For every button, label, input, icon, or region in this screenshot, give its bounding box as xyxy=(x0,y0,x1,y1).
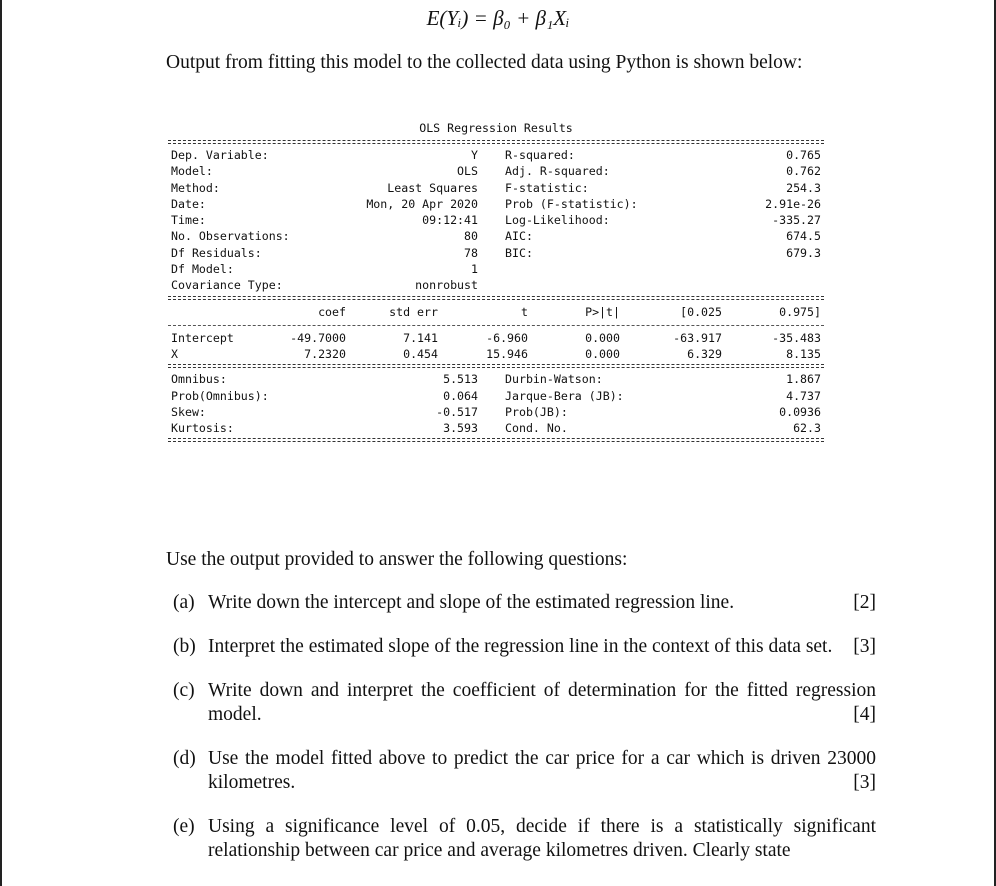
summary-value: 80 xyxy=(464,229,478,244)
question-e xyxy=(166,815,876,863)
questions-section xyxy=(166,548,876,883)
summary-row xyxy=(168,180,824,196)
diagnostic-value: 62.3 xyxy=(793,421,821,436)
summary-value: 09:12:41 xyxy=(422,213,478,228)
summary-label: Df Model: xyxy=(171,262,234,277)
diagnostic-row xyxy=(168,404,824,420)
summary-label: Model: xyxy=(171,164,213,179)
question-text: Using a significance level of 0.05, decide if there is a statistically significant relationship between car price and average kilometres driven. Clearly state xyxy=(208,816,876,861)
summary-label: Time: xyxy=(171,213,206,228)
summary-value: Y xyxy=(471,148,478,162)
diagnostic-label: Prob(JB): xyxy=(505,404,568,419)
question-c xyxy=(166,679,876,727)
double-rule xyxy=(168,138,824,147)
summary-row xyxy=(168,245,824,261)
question-text: Interpret the estimated slope of the regression line in the context of this data set. xyxy=(208,636,833,657)
diagnostics-block xyxy=(168,371,824,436)
summary-value: 0.765 xyxy=(786,148,821,162)
summary-label: Covariance Type: xyxy=(171,278,283,293)
coef-cell: 0.000 xyxy=(585,330,620,345)
summary-row xyxy=(168,277,824,293)
diagnostic-value: 4.737 xyxy=(786,388,821,403)
coef-cell: -6.960 xyxy=(486,330,528,345)
diagnostic-value: 1.867 xyxy=(786,372,821,387)
question-marks: [3] xyxy=(853,772,876,793)
summary-block xyxy=(168,147,824,294)
page-left-border xyxy=(0,0,2,886)
double-rule xyxy=(168,294,824,303)
summary-label: Dep. Variable: xyxy=(171,148,269,162)
model-formula: E(Yᵢ) = β₀ + β₁Xᵢ xyxy=(426,6,570,30)
diagnostic-value: -0.517 xyxy=(436,404,478,419)
diagnostic-label: Omnibus: xyxy=(171,372,227,387)
question-label: (e) xyxy=(173,816,195,837)
summary-label: Adj. R-squared: xyxy=(505,164,610,179)
summary-value: 1 xyxy=(471,262,478,277)
summary-label: AIC: xyxy=(505,229,533,244)
question-a xyxy=(166,591,876,615)
coef-cell: 7.141 xyxy=(403,330,438,345)
question-marks: [2] xyxy=(853,592,876,613)
intro-text: Output from fitting this model to the collected data using Python is shown below: xyxy=(166,52,803,73)
coef-cell: Intercept xyxy=(171,330,234,345)
summary-value: -335.27 xyxy=(772,213,821,228)
summary-value: Least Squares xyxy=(387,180,478,195)
summary-value: 254.3 xyxy=(786,180,821,195)
double-rule xyxy=(168,436,824,445)
diagnostic-row xyxy=(168,371,824,387)
ols-regression-output xyxy=(168,118,824,445)
question-text: Write down and interpret the coefficient of determination for the fitted regression model. xyxy=(208,680,876,725)
summary-row xyxy=(168,261,824,277)
coef-cell: 8.135 xyxy=(786,346,821,361)
summary-label: Date: xyxy=(171,196,206,211)
summary-row xyxy=(168,163,824,179)
dashed-rule xyxy=(168,321,824,330)
summary-row xyxy=(168,196,824,212)
question-marks: [3] xyxy=(853,636,876,657)
question-text: Write down the intercept and slope of the estimated regression line. xyxy=(208,592,735,613)
coef-cell: 0.000 xyxy=(585,346,620,361)
summary-value: Mon, 20 Apr 2020 xyxy=(366,196,478,211)
summary-label: R-squared: xyxy=(505,148,575,162)
coef-cell: -49.7000 xyxy=(290,330,346,345)
question-label: (d) xyxy=(173,748,196,769)
summary-value: 78 xyxy=(464,245,478,260)
diagnostic-label: Cond. No. xyxy=(505,421,568,436)
diagnostic-row xyxy=(168,420,824,436)
summary-value: OLS xyxy=(457,164,478,179)
double-rule xyxy=(168,362,824,371)
summary-value: 674.5 xyxy=(786,229,821,244)
summary-label: Df Residuals: xyxy=(171,245,262,260)
diagnostic-label: Prob(Omnibus): xyxy=(171,388,269,403)
summary-label: Log-Likelihood: xyxy=(505,213,610,228)
coef-header: 0.975] xyxy=(779,304,821,319)
summary-label: Method: xyxy=(171,180,220,195)
summary-value: 2.91e-26 xyxy=(765,196,821,211)
question-label: (a) xyxy=(173,592,195,613)
coef-cell: -35.483 xyxy=(772,330,821,345)
diagnostic-value: 3.593 xyxy=(443,421,478,436)
question-label: (c) xyxy=(173,680,195,701)
summary-row xyxy=(168,228,824,244)
summary-value: 679.3 xyxy=(786,245,821,260)
coef-cell: -63.917 xyxy=(673,330,722,345)
questions-intro: Use the output provided to answer the following questions: xyxy=(166,549,628,570)
diagnostic-label: Durbin-Watson: xyxy=(505,372,603,387)
question-label: (b) xyxy=(173,636,196,657)
summary-value: nonrobust xyxy=(415,278,478,293)
coef-cell: 6.329 xyxy=(687,346,722,361)
diagnostic-row xyxy=(168,388,824,404)
diagnostic-value: 5.513 xyxy=(443,372,478,387)
coef-cell: X xyxy=(171,346,178,361)
summary-row xyxy=(168,147,824,163)
summary-label: BIC: xyxy=(505,245,533,260)
summary-row xyxy=(168,212,824,228)
question-text: Use the model fitted above to predict the car price for a car which is driven 23000 kilometres. xyxy=(208,748,876,793)
coef-cell: 7.2320 xyxy=(304,346,346,361)
diagnostic-label: Kurtosis: xyxy=(171,421,234,436)
diagnostic-value: 0.064 xyxy=(443,388,478,403)
summary-value: 0.762 xyxy=(786,164,821,179)
coef-header-row xyxy=(168,303,824,321)
question-b xyxy=(166,635,876,659)
question-d xyxy=(166,747,876,795)
coef-header: std err xyxy=(389,304,438,319)
coef-row-x xyxy=(168,346,824,362)
summary-label: F-statistic: xyxy=(505,180,589,195)
question-marks: [4] xyxy=(853,704,876,725)
coef-header: coef xyxy=(318,304,346,319)
summary-label: Prob (F-statistic): xyxy=(505,196,638,211)
diagnostic-label: Skew: xyxy=(171,404,206,419)
coef-cell: 0.454 xyxy=(403,346,438,361)
coef-header: [0.025 xyxy=(680,304,722,319)
coef-header: P>|t| xyxy=(585,304,620,319)
coef-cell: 15.946 xyxy=(486,346,528,361)
coef-header: t xyxy=(521,304,528,319)
ols-title: OLS Regression Results xyxy=(419,121,573,135)
diagnostic-label: Jarque-Bera (JB): xyxy=(505,388,624,403)
diagnostic-value: 0.0936 xyxy=(779,404,821,419)
coef-row-intercept xyxy=(168,330,824,346)
summary-label: No. Observations: xyxy=(171,229,290,244)
